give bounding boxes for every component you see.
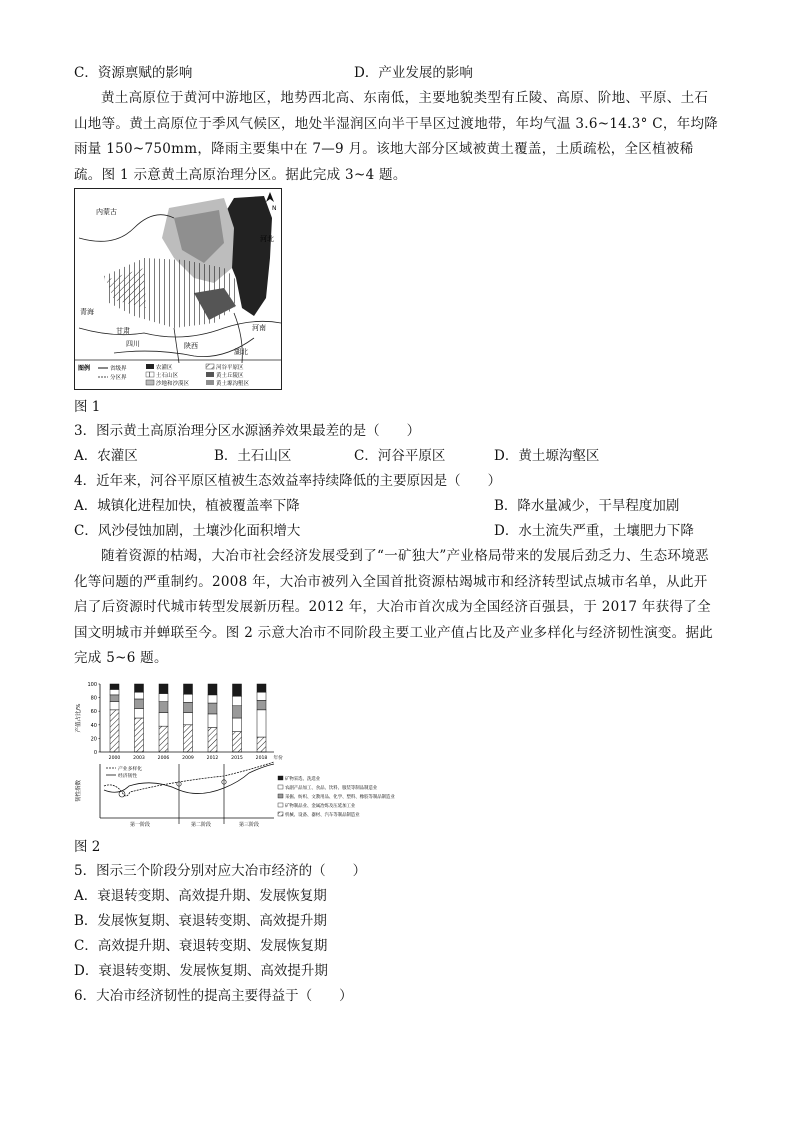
map-label-shaanxi: 陕西 <box>184 342 198 350</box>
x-tick-label: 2015 <box>231 756 243 761</box>
x-tick-label: 2003 <box>133 756 145 761</box>
q5-option-b: B．发展恢复期、衰退转变期、高效提升期 <box>74 913 327 929</box>
legend-item: 黄土塬沟壑区 <box>216 381 250 387</box>
stage-label: 第三阶段 <box>238 822 260 828</box>
bar-segment <box>208 703 217 714</box>
stage-label: 第二阶段 <box>190 822 212 828</box>
passage-daye-city: 随着资源的枯竭，大冶市社会经济发展受到了“一矿独大”产业格局带来的发展后劲乏力、生态环境恶化等问题的严重制约。2008 年，大冶市被列入全国首批资源枯竭城市和经济转型试点城市名单，从此开启了后资源时代城市转型发展新历程。2012 年，大冶市首次成为全国经济百强县，于 2017 年获得了全国文明城市并蝉联至今。图 2 示意大冶市不同阶段主要工业产值占比及产业多样化与经济韧性演变。据此完成 5~6 题。 <box>74 548 714 666</box>
legend-item: 沙地和沙漠区 <box>156 381 190 387</box>
x-tick-label: 2000 <box>108 756 121 761</box>
map-label-hebei: 河北 <box>260 235 274 243</box>
q4-option-c: C．风沙侵蚀加剧，土壤沙化面积增大 <box>74 523 301 539</box>
q4-option-d: D．水土流失严重，土壤肥力下降 <box>494 523 694 539</box>
series-legend-swatch <box>278 776 283 780</box>
q2-option-c: C．资源禀赋的影响 <box>74 65 193 81</box>
y-tick-label: 0 <box>93 750 97 756</box>
stage-label: 第一阶段 <box>129 822 151 828</box>
q3-option-d: D．黄土塬沟壑区 <box>494 448 600 464</box>
q3-option-a: A．农灌区 <box>74 448 138 464</box>
bar-segment <box>184 725 193 752</box>
bar-segment <box>159 713 168 727</box>
map-label-gansu: 甘肃 <box>116 327 130 335</box>
bar-segment <box>110 695 119 702</box>
bar-segment <box>184 684 193 694</box>
map-label-sichuan: 四川 <box>126 340 140 348</box>
x-tick-label: 2009 <box>182 756 194 761</box>
x-tick-label: 2018 <box>255 756 268 761</box>
map-label-neimenggu: 内蒙古 <box>96 208 117 216</box>
x-tick-label: 2006 <box>157 756 170 761</box>
bar-segment <box>257 684 266 692</box>
bar-segment <box>233 732 242 752</box>
bar-segment <box>184 702 193 712</box>
bar-segment <box>208 684 217 695</box>
bar-segment <box>110 702 119 710</box>
q4-option-a: A．城镇化进程加快，植被覆盖率下降 <box>74 498 300 514</box>
bar-segment <box>135 718 144 752</box>
series-legend-label: 矿物采选、洗选业 <box>285 777 321 782</box>
marker-circle <box>119 791 125 797</box>
bar-segment <box>135 692 144 699</box>
bar-segment <box>110 684 119 689</box>
bar-segment <box>233 718 242 732</box>
bar-segment <box>159 702 168 713</box>
legend-item: 河谷平原区 <box>216 365 244 371</box>
q4-stem: 4．近年来，河谷平原区植被生态效益率持续降低的主要原因是（ ） <box>74 473 502 489</box>
bar-segment <box>184 713 193 725</box>
series-legend-swatch <box>278 794 283 798</box>
bar-segment <box>159 726 168 752</box>
bar-segment <box>208 728 217 752</box>
svg-text:N: N <box>272 205 277 212</box>
bar-segment <box>233 706 242 718</box>
q5-option-d: D．衰退转变期、发展恢复期、高效提升期 <box>74 963 328 979</box>
bar-segment <box>257 737 266 752</box>
bar-segment <box>110 710 119 752</box>
q3-option-c: C．河谷平原区 <box>354 448 446 464</box>
legend-item: 土石山区 <box>156 373 179 379</box>
q6-stem: 6．大冶市经济韧性的提高主要得益于（ ） <box>74 988 353 1004</box>
bar-segment <box>184 694 193 702</box>
bar-segment <box>110 689 119 694</box>
bar-segment <box>135 684 144 692</box>
y-tick-label: 80 <box>90 695 97 702</box>
y-tick-label: 40 <box>90 722 97 729</box>
q3-stem: 3．图示黄土高原治理分区水源涵养效果最差的是（ ） <box>74 423 421 439</box>
y-axis-label: 产值占比/% <box>76 703 82 733</box>
q2-option-d: D．产业发展的影响 <box>354 65 473 81</box>
bar-segment <box>233 696 242 706</box>
legend-item: 省级界 <box>110 366 127 372</box>
q3-option-b: B．土石山区 <box>214 448 292 464</box>
map-label-hubei: 湖北 <box>234 348 248 356</box>
bar-segment <box>257 710 266 737</box>
legend-label: 经济韧性 <box>118 774 138 779</box>
map-legend-title: 图例 <box>78 365 91 372</box>
y-tick-label: 60 <box>90 709 97 716</box>
series-legend-label: 农副产品加工、食品、饮料、服装等制品制造业 <box>285 786 378 791</box>
q5-option-a: A．衰退转变期、高效提升期、发展恢复期 <box>74 888 327 904</box>
legend-item: 分区界 <box>110 375 127 381</box>
legend-label: 产业多样化 <box>118 767 142 772</box>
series-legend-label: 机械、设备、器材、汽车等制品制造业 <box>285 813 360 818</box>
bar-segment <box>159 684 168 694</box>
passage-loess-plateau: 黄土高原位于黄河中游地区，地势西北高、东南低，主要地貌类型有丘陵、高原、阶地、平原、土石山地等。黄土高原位于季风气候区，地处半湿润区向半干旱区过渡地带，年均气温 3.6~14.3° C，年均降雨量 150~750mm，降雨主要集中在 7—9 月。该地大部分区域被黄土覆盖，土质疏松，全区植被稀疏。图 1 示意黄土高原治理分区。据此完成 3~4 题。 <box>74 90 719 183</box>
loess-plateau-map <box>74 188 282 390</box>
series-legend-label: 矿物制品业、金属冶炼及压延加工业 <box>285 804 356 809</box>
q5-stem: 5．图示三个阶段分别对应大冶市经济的（ ） <box>74 863 367 879</box>
x-tick-label: 2012 <box>206 756 219 761</box>
bar-segment <box>135 699 144 709</box>
series-legend-swatch <box>278 803 283 807</box>
series-legend-label: 采掘、纺织、文教用品、化学、塑料、橡胶等制品制造业 <box>285 795 395 800</box>
figure-2-caption: 图 2 <box>74 839 101 855</box>
map-label-qinghai: 青海 <box>80 308 94 316</box>
lower-y-axis-label: 韧性指数 <box>76 779 82 803</box>
bar-segment <box>135 708 144 718</box>
y-tick-label: 20 <box>90 736 97 743</box>
x-axis-label: 年份 <box>273 756 283 761</box>
daye-industry-chart <box>74 678 412 832</box>
legend-item: 农灌区 <box>156 365 173 371</box>
figure-1-caption: 图 1 <box>74 399 101 415</box>
bar-segment <box>233 684 242 696</box>
series-legend-swatch <box>278 812 283 816</box>
series-legend-swatch <box>278 785 283 789</box>
bar-segment <box>257 700 266 710</box>
map-label-henan: 河南 <box>252 324 266 332</box>
legend-item: 黄土丘陵区 <box>216 373 244 379</box>
bar-segment <box>208 714 217 728</box>
bar-segment <box>208 695 217 703</box>
bar-segment <box>257 692 266 700</box>
y-tick-label: 100 <box>87 682 97 688</box>
q4-option-b: B．降水量减少，干旱程度加剧 <box>494 498 680 514</box>
q5-option-c: C．高效提升期、衰退转变期、发展恢复期 <box>74 938 328 954</box>
bar-segment <box>159 694 168 702</box>
